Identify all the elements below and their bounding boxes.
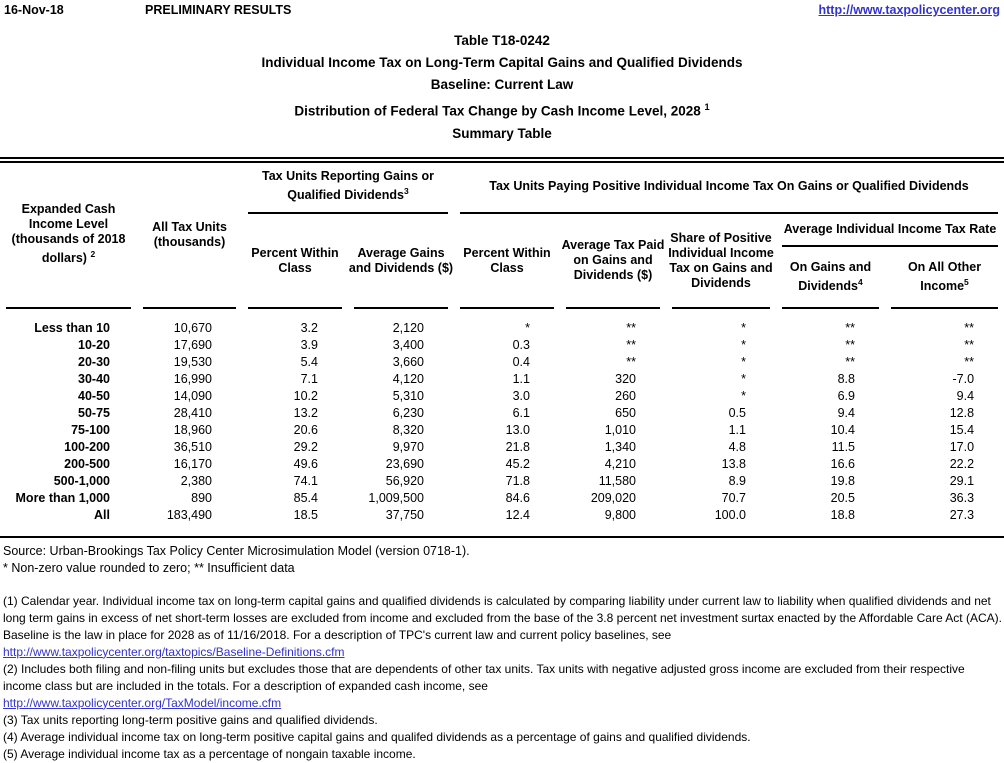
header-all-tax-units: All Tax Units (thousands) [152,219,227,249]
value-cell: 1,340 [604,439,636,454]
value-cell: 12.4 [505,507,530,522]
row-label: 100-200 [64,439,110,454]
value-cell: 36,510 [173,439,212,454]
header-average-gains-dividends: Average Gains and Dividends ($) [348,245,454,275]
value-cell: 16.6 [830,456,855,471]
header-expanded-cash-income: Expanded Cash Income Level (thousands of 2018 dollars) $^2$ [11,202,126,266]
row-label: 20-30 [78,354,110,369]
top-bar [0,0,1004,17]
value-cell: 4,120 [392,371,424,386]
value-cell: 10,670 [173,320,212,335]
value-cell: 12.8 [949,405,975,420]
value-cell: 19.8 [830,473,855,488]
value-cell: 100.0 [714,507,746,522]
value-cell: 10.4 [830,422,855,437]
table-row [0,439,1004,456]
value-cell: 650 [615,405,636,420]
value-cell: 183,490 [166,507,212,522]
value-cell: 70.7 [721,490,746,505]
distribution-title: Distribution of Federal Tax Change by Cash Income Level, 2028 $^1$ [294,102,710,119]
header-share-positive-tax: Share of Positive Individual Income Tax on Gains and Dividends [668,230,774,290]
value-cell: 29.1 [949,473,975,488]
header-percent-within-class-paying: Percent Within Class [463,245,551,275]
column-rule [0,307,137,320]
value-cell: 13.2 [293,405,318,420]
value-cell: 18.5 [293,507,318,522]
footnote-ref-4: 4 [858,276,863,287]
table-row [0,456,1004,473]
footnote-ref-2: 2 [90,249,96,260]
row-label: 10-20 [78,337,110,352]
header-percent-within-class-reporting: Percent Within Class [251,245,339,275]
table-row [0,405,1004,422]
value-cell: 3,660 [392,354,424,369]
footnote-1-text: (1) Calendar year. Individual income tax on long-term capital gains and qualified dividends is calculated by comparing liability under current law to liability when qualified dividends and net long term gains in excess of net short-term losses are excluded from income and excluded from the base of the 3.8 percent net investment surtax enacted by the Affordable Care Act (ACA). Baseline is the law in place for 2028 as of 11/16/2018. For a description of TPC's current law and current policy baselines, see [3,593,1002,642]
column-rule [137,307,242,320]
value-cell: ** [845,354,855,369]
value-cell: 9.4 [956,388,975,403]
value-cell: 20.5 [830,490,855,505]
value-cell: 71.8 [505,473,530,488]
value-cell: 13.8 [721,456,746,471]
row-label: All [94,507,110,522]
value-cell: 11,580 [598,473,636,488]
table-row [0,371,1004,388]
value-cell: 49.6 [293,456,318,471]
value-cell: 209,020 [590,490,636,505]
value-cell: 1.1 [512,371,530,386]
value-cell: 890 [191,490,212,505]
footnote-2-text: (2) Includes both filing and non-filing units but excludes those that are dependents of other tax units. Tax units with negative adjusted gross income are excluded from their respective income class but are included in the totals. For a description of expanded cash income, see [3,661,965,693]
footnote-4: (4) Average individual income tax on long-term positive capital gains and qualifed dividends as a percentage of gains and qualified dividends. [3,729,751,744]
title-block [0,30,1004,145]
value-cell: 260 [615,388,636,403]
site-link[interactable]: http://www.taxpolicycenter.org [818,3,1000,17]
value-cell: 85.4 [293,490,318,505]
value-cell: 5,310 [392,388,424,403]
row-label: 40-50 [78,388,110,403]
group-header-paying-positive-tax: Tax Units Paying Positive Individual Income Tax On Gains or Qualified Dividends [454,163,1004,215]
header-rate-on-other-income: On All Other Income$^5$ [907,259,982,294]
value-cell: 11.5 [831,439,855,454]
value-cell: 13.0 [505,422,530,437]
value-cell: 6.1 [512,405,530,420]
table-row [0,473,1004,490]
value-cell: 74.1 [293,473,318,488]
value-cell: 8,320 [392,422,424,437]
header-average-tax-paid: Average Tax Paid on Gains and Dividends ($) [561,238,665,282]
table-row [0,422,1004,439]
summary-table-title: Summary Table [452,125,552,141]
value-cell: * [741,320,746,335]
footnote-ref-3: 3 [403,186,409,197]
value-cell: 3,400 [392,337,424,352]
value-cell: 0.5 [728,405,746,420]
value-cell: 320 [615,371,636,386]
value-cell: 20.6 [293,422,318,437]
column-rule-row [0,307,1004,320]
value-cell: 10.2 [293,388,318,403]
value-cell: ** [964,354,975,369]
value-cell: 16,990 [173,371,212,386]
value-cell: 5.4 [300,354,318,369]
column-rule [885,307,1004,320]
value-cell: 6,230 [392,405,424,420]
value-cell: 15.4 [949,422,975,437]
footnote-2 [3,661,1004,712]
value-cell: ** [626,320,636,335]
value-cell: 8.8 [837,371,855,386]
value-cell: 3.0 [512,388,530,403]
footnote-ref-1: 1 [704,102,710,112]
footnote-1 [3,593,1004,661]
row-label: 75-100 [71,422,110,437]
value-cell: 4,210 [604,456,636,471]
value-cell: ** [964,320,975,335]
value-cell: 3.2 [300,320,318,335]
column-rule [454,307,560,320]
value-cell: 2,380 [180,473,212,488]
preliminary-results-label: PRELIMINARY RESULTS [145,3,292,17]
column-rule [560,307,666,320]
value-cell: 17,690 [173,337,212,352]
value-cell: 29.2 [293,439,318,454]
value-cell: 1,010 [604,422,636,437]
table-row [0,507,1004,524]
value-cell: * [525,320,530,335]
footnote-5: (5) Average individual income tax as a percentage of nongain taxable income. [3,746,416,761]
value-cell: 36.3 [949,490,975,505]
table-row [0,388,1004,405]
column-rule [348,307,454,320]
value-cell: 9,970 [392,439,424,454]
value-cell: 18.8 [830,507,855,522]
value-cell: 18,960 [173,422,212,437]
table-bottom-rule [0,536,1004,538]
value-cell: 0.4 [512,354,530,369]
value-cell: 22.2 [949,456,975,471]
value-cell: 1,009,500 [368,490,424,505]
value-cell: ** [845,337,855,352]
value-cell: 3.9 [300,337,318,352]
table-row [0,337,1004,354]
baseline-title: Baseline: Current Law [430,77,574,92]
row-label: 30-40 [78,371,110,386]
subgroup-header-average-tax-rate: Average Individual Income Tax Rate [776,215,1004,248]
value-cell: 7.1 [300,371,318,386]
footnote-ref-5: 5 [964,276,969,287]
value-cell: 9,800 [604,507,636,522]
value-cell: ** [626,354,636,369]
value-cell: 56,920 [385,473,424,488]
table-row [0,354,1004,371]
table-row [0,320,1004,337]
group-header-reporting-gains: Tax Units Reporting Gains or Qualified Dividends$^3$ [242,163,454,215]
value-cell: 84.6 [505,490,530,505]
value-cell: ** [964,337,975,352]
footnote-3: (3) Tax units reporting long-term positive gains and qualified dividends. [3,712,378,727]
row-label: 500-1,000 [53,473,110,488]
value-cell: 6.9 [837,388,855,403]
value-cell: 21.8 [505,439,530,454]
source-note: Source: Urban-Brookings Tax Policy Center Microsimulation Model (version 0718-1). [3,543,470,558]
value-cell: 2,120 [392,320,424,335]
value-cell: 45.2 [505,456,530,471]
value-cell: -7.0 [952,371,975,386]
value-cell: 14,090 [173,388,212,403]
value-cell: 23,690 [385,456,424,471]
footnote-1-link[interactable]: http://www.taxpolicycenter.org/taxtopics/Baseline-Definitions.cfm [3,644,345,659]
row-label: 50-75 [78,405,110,420]
row-label: 200-500 [64,456,110,471]
header-rate-on-gains-dividends: On Gains and Dividends$^4$ [789,259,872,294]
value-cell: 16,170 [173,456,212,471]
value-cell: 19,530 [173,354,212,369]
value-cell: * [741,371,746,386]
value-cell: 4.8 [728,439,746,454]
value-cell: 8.9 [728,473,746,488]
value-cell: 0.3 [512,337,530,352]
value-cell: ** [626,337,636,352]
value-cell: * [741,337,746,352]
value-cell: 37,750 [385,507,424,522]
date-label: 16-Nov-18 [4,3,64,17]
table-number-title: Table T18-0242 [454,33,550,48]
table-body [0,320,1004,524]
footnote-2-link[interactable]: http://www.taxpolicycenter.org/TaxModel/income.cfm [3,695,282,710]
row-label: More than 1,000 [15,490,110,505]
table-subject-title: Individual Income Tax on Long-Term Capital Gains and Qualified Dividends [261,55,743,70]
row-label: Less than 10 [34,320,110,335]
income-distribution-table [0,163,1004,524]
value-cell: 17.0 [949,439,975,454]
value-cell: ** [845,320,855,335]
table-row [0,490,1004,507]
column-rule [242,307,348,320]
value-cell: 9.4 [837,405,855,420]
column-rule [666,307,776,320]
value-cell: 28,410 [173,405,212,420]
column-rule [776,307,885,320]
value-cell: * [741,388,746,403]
value-cell: * [741,354,746,369]
symbol-legend: * Non-zero value rounded to zero; ** Insufficient data [3,560,295,575]
value-cell: 1.1 [728,422,746,437]
value-cell: 27.3 [949,507,975,522]
